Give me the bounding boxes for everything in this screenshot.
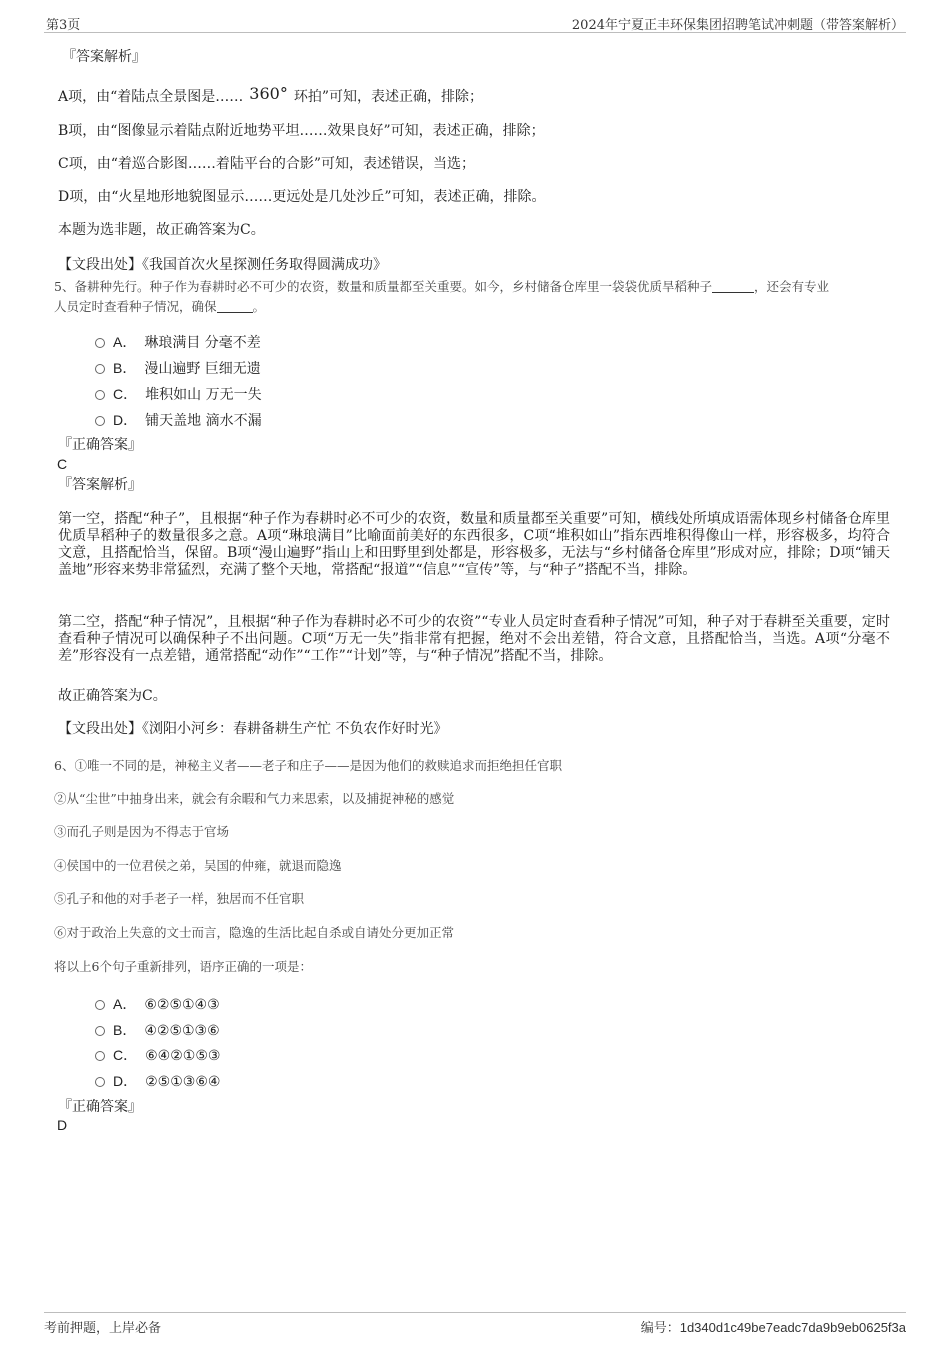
option-a[interactable] bbox=[95, 332, 261, 352]
option-b[interactable] bbox=[95, 1020, 220, 1040]
option-d[interactable] bbox=[95, 410, 262, 430]
sentence-3: ③而孔子则是因为不得志于官场 bbox=[54, 824, 230, 839]
option-text: ④②⑤①③⑥ bbox=[144, 1023, 220, 1039]
question-stem-text-tail: ，还会有专业 bbox=[753, 279, 829, 294]
radio-icon[interactable] bbox=[95, 1077, 105, 1087]
option-letter: C． bbox=[113, 1047, 138, 1063]
sentence-6: ⑥对于政治上失意的文士而言，隐逸的生活比起自杀或自请处分更加正常 bbox=[54, 925, 455, 940]
correct-answer-label: 『正确答案』 bbox=[58, 437, 142, 453]
option-letter: A． bbox=[113, 334, 137, 350]
radio-icon[interactable] bbox=[95, 416, 105, 426]
source-citation: 【文段出处】《我国首次火星探测任务取得圆满成功》 bbox=[58, 257, 387, 273]
answer-blank bbox=[712, 280, 754, 293]
option-letter: B． bbox=[113, 360, 137, 376]
question-stem-line2 bbox=[54, 298, 265, 315]
option-letter: B． bbox=[113, 1022, 137, 1038]
radio-icon[interactable] bbox=[95, 1051, 105, 1061]
analysis-label: 『答案解析』 bbox=[62, 49, 146, 65]
sentence-5: ⑤孔子和他的对手老子一样，独居而不任官职 bbox=[54, 891, 305, 906]
analysis-line-a-text: A项，由“着陆点全景图是…… bbox=[58, 89, 244, 105]
analysis-paragraph-1: 第一空，搭配“种子”，且根据“种子作为春耕时必不可少的农资，数量和质量都至关重要”可知，横线处所填成语需体现乡村储备仓库里优质旱稻种子的数量很多之意。A项“琳琅满目”比喻面前美好的东西很多，C项“堆积如山”指东西堆积得像山一样，形容极多，均符合文意，且搭配恰当，保留。B项“漫山遍野”指山上和田野里到处都是，形容极多，无法与“乡村储备仓库里”形成对应，排除；D项“铺天盖地”形容来势非常猛烈，充满了整个天地，常搭配“报道”“信息”“宣传”等，与“种子”搭配不当，排除。 bbox=[58, 511, 890, 578]
question-stem-text: 人员定时查看种子情况，确保 bbox=[54, 299, 217, 314]
option-d[interactable] bbox=[95, 1071, 220, 1091]
sentence-1: 6、①唯一不同的是，神秘主义者——老子和庄子——是因为他们的救赎追求而拒绝担任官职 bbox=[54, 758, 562, 773]
radio-icon[interactable] bbox=[95, 390, 105, 400]
option-letter: D． bbox=[113, 412, 138, 428]
option-text: ⑥②⑤①④③ bbox=[144, 997, 220, 1013]
question-stem-text-tail: 。 bbox=[252, 299, 266, 314]
page-number: 第3页 bbox=[46, 18, 81, 33]
option-text: 堆积如山 万无一失 bbox=[145, 387, 262, 403]
option-a[interactable] bbox=[95, 994, 220, 1014]
option-text: ②⑤①③⑥④ bbox=[145, 1074, 221, 1090]
conclusion: 本题为选非题，故正确答案为C。 bbox=[58, 222, 265, 238]
page-header bbox=[44, 12, 906, 33]
correct-answer-label: 『正确答案』 bbox=[58, 1099, 142, 1115]
analysis-line-d: D项，由“火星地形地貌图显示……更远处是几处沙丘”可知，表述正确，排除。 bbox=[58, 189, 546, 205]
radio-icon[interactable] bbox=[95, 1000, 105, 1010]
page-footer bbox=[44, 1312, 906, 1343]
document-code bbox=[641, 1317, 906, 1336]
analysis-line-a bbox=[58, 84, 483, 106]
option-c[interactable] bbox=[95, 1045, 220, 1065]
answer-blank bbox=[217, 300, 253, 313]
analysis-line-b: B项，由“图像显示着陆点附近地势平坦……效果良好”可知，表述正确，排除； bbox=[58, 123, 545, 139]
question-stem-text: 5、备耕种先行。种子作为春耕时必不可少的农资，数量和质量都至关重要。如今，乡村储备仓库里一袋袋优质旱稻种子 bbox=[54, 279, 712, 294]
analysis-paragraph-2: 第二空，搭配“种子情况”，且根据“种子作为春耕时必不可少的农资”“专业人员定时查看种子情况”可知，种子对于春耕至关重要，定时查看种子情况可以确保种子不出问题。C项“万无一失”指非常有把握，绝对不会出差错，符合文意，且搭配恰当，当选。A项“分毫不差”形容没有一点差错，通常搭配“动作”“工作”“计划”等，与“种子情况”搭配不当，排除。 bbox=[58, 614, 890, 664]
option-c[interactable] bbox=[95, 384, 262, 404]
document-code-value: 1d340d1c49be7eadc7da9b9eb0625f3a bbox=[679, 1320, 906, 1335]
option-text: 铺天盖地 滴水不漏 bbox=[145, 413, 262, 429]
question-stem-line1 bbox=[54, 278, 829, 295]
footer-slogan: 考前押题，上岸必备 bbox=[44, 1321, 162, 1336]
analysis-line-c: C项，由“着巡合影图……着陆平台的合影”可知，表述错误，当选； bbox=[58, 156, 476, 172]
conclusion: 故正确答案为C。 bbox=[58, 688, 167, 704]
option-letter: A． bbox=[113, 996, 137, 1012]
correct-answer: D bbox=[57, 1117, 68, 1133]
source-citation: 【文段出处】《浏阳小河乡：春耕备耕生产忙 不负农作好时光》 bbox=[58, 721, 448, 737]
degree-value: 360° bbox=[249, 84, 288, 103]
correct-answer: C bbox=[57, 456, 68, 472]
radio-icon[interactable] bbox=[95, 338, 105, 348]
option-text: 琳琅满目 分毫不差 bbox=[144, 335, 261, 351]
question-prompt: 将以上6个句子重新排列，语序正确的一项是： bbox=[54, 959, 312, 974]
radio-icon[interactable] bbox=[95, 1026, 105, 1036]
sentence-4: ④侯国中的一位君侯之弟，吴国的仲雍，就退而隐逸 bbox=[54, 858, 342, 873]
option-text: 漫山遍野 巨细无遗 bbox=[144, 361, 261, 377]
option-letter: C． bbox=[113, 386, 138, 402]
document-title: 2024年宁夏正丰环保集团招聘笔试冲刺题（带答案解析） bbox=[571, 18, 904, 33]
option-text: ⑥④②①⑤③ bbox=[145, 1048, 221, 1064]
document-code-label: 编号： bbox=[640, 1321, 680, 1336]
radio-icon[interactable] bbox=[95, 364, 105, 374]
analysis-line-a-tail: 环拍”可知，表述正确，排除； bbox=[293, 89, 483, 105]
sentence-2: ②从“尘世”中抽身出来，就会有余暇和气力来思索，以及捕捉神秘的感觉 bbox=[54, 791, 455, 806]
option-letter: D． bbox=[113, 1073, 138, 1089]
analysis-label: 『答案解析』 bbox=[58, 477, 142, 493]
option-b[interactable] bbox=[95, 358, 261, 378]
